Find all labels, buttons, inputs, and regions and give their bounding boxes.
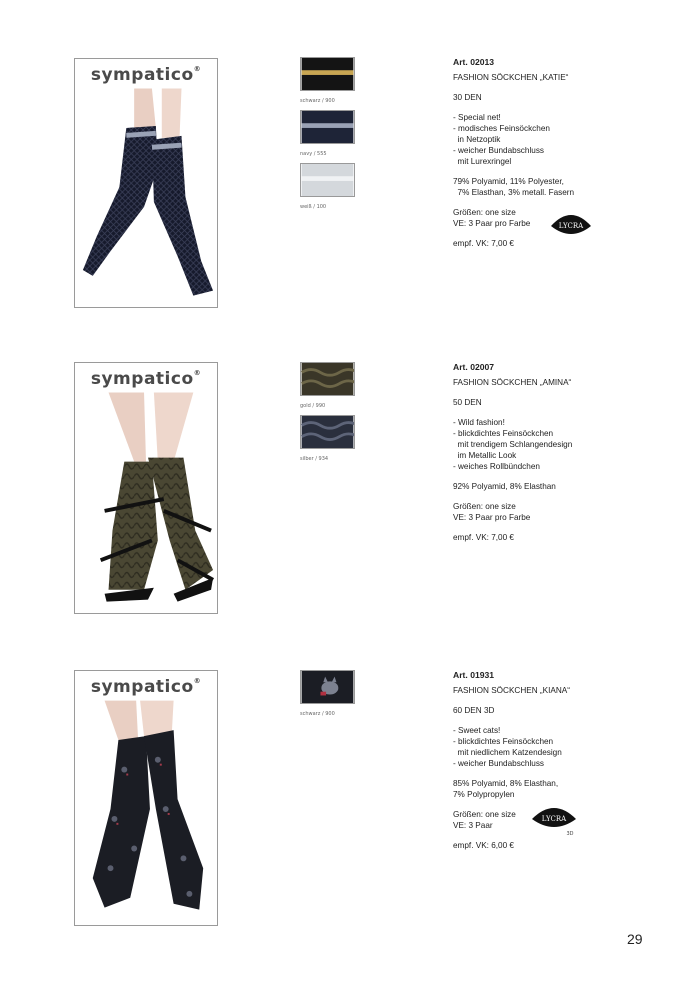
swatch-item	[300, 163, 356, 216]
product-info	[453, 362, 653, 543]
brand-logo: sympatico®	[90, 65, 202, 85]
size-info	[453, 501, 653, 523]
material-list	[453, 176, 653, 198]
swatch-black-cat	[300, 670, 355, 704]
material-list	[453, 481, 653, 492]
swatch-gold	[300, 362, 355, 396]
article-number: Art. 01931	[453, 670, 495, 680]
swatch-black-gold	[300, 57, 355, 91]
price: empf. VK: 6,00 €	[453, 841, 514, 850]
size-line: Größen: one size	[453, 810, 516, 819]
feature-line: - weiches Rollbündchen	[453, 462, 540, 471]
swatch-item	[300, 57, 356, 110]
swatch-label: silber / 934	[300, 456, 329, 462]
page-number: 29	[627, 931, 643, 947]
feature-line: mit niedlichem Katzendesign	[453, 748, 562, 757]
swatch-label: schwarz / 900	[300, 98, 335, 104]
product-name: FASHION SÖCKCHEN „AMINA“	[453, 378, 572, 387]
size-line: Größen: one size	[453, 208, 516, 217]
product-photo-kiana	[74, 670, 218, 926]
svg-text:3D: 3D	[566, 831, 574, 837]
socks-illustration	[75, 391, 217, 613]
denier: 50 DEN	[453, 398, 482, 407]
material-line: 7% Elasthan, 3% metall. Fasern	[453, 188, 575, 197]
swatch-item	[300, 362, 356, 415]
size-line: Größen: one size	[453, 502, 516, 511]
pack-line: VE: 3 Paar	[453, 821, 493, 830]
feature-line: - modisches Feinsöckchen	[453, 124, 550, 133]
article-number: Art. 02007	[453, 362, 495, 372]
swatch-white	[300, 163, 355, 197]
feature-list	[453, 417, 653, 472]
feature-line: in Netzoptik	[453, 135, 501, 144]
brand-logo: sympatico®	[90, 369, 202, 389]
swatch-item	[300, 670, 356, 723]
feature-line: - Wild fashion!	[453, 418, 505, 427]
material-line: 92% Polyamid, 8% Elasthan	[453, 482, 556, 491]
pack-line: VE: 3 Paar pro Farbe	[453, 513, 531, 522]
feature-line: - weicher Bundabschluss	[453, 146, 545, 155]
denier: 30 DEN	[453, 93, 482, 102]
lycra-logo	[549, 210, 593, 240]
product-name: FASHION SÖCKCHEN „KATIE“	[453, 73, 569, 82]
feature-list	[453, 725, 653, 769]
svg-text:LYCRA: LYCRA	[541, 815, 567, 823]
brand-logo: sympatico®	[90, 677, 202, 697]
swatch-label: weiß / 100	[300, 204, 327, 210]
svg-text:LYCRA: LYCRA	[558, 222, 584, 230]
feature-line: - blickdichtes Feinsöckchen	[453, 429, 554, 438]
socks-illustration	[75, 699, 217, 925]
denier: 60 DEN 3D	[453, 706, 495, 715]
material-list	[453, 778, 653, 800]
material-line: 79% Polyamid, 11% Polyester,	[453, 177, 564, 186]
lycra-3d-logo	[530, 803, 580, 837]
feature-line: mit Lurexringel	[453, 157, 512, 166]
article-number: Art. 02013	[453, 57, 495, 67]
feature-line: im Metallic Look	[453, 451, 517, 460]
feature-line: - Sweet cats!	[453, 726, 501, 735]
feature-line: mit trendigem Schlangendesign	[453, 440, 573, 449]
socks-illustration	[75, 87, 217, 307]
swatch-label: navy / 555	[300, 151, 327, 157]
product-name: FASHION SÖCKCHEN „KIANA“	[453, 686, 570, 695]
swatch-item	[300, 110, 356, 163]
price: empf. VK: 7,00 €	[453, 239, 514, 248]
swatch-navy	[300, 110, 355, 144]
product-photo-katie	[74, 58, 218, 308]
swatch-list	[300, 670, 356, 723]
swatch-silver	[300, 415, 355, 449]
swatch-label: gold / 990	[300, 403, 326, 409]
price: empf. VK: 7,00 €	[453, 533, 514, 542]
swatch-list	[300, 57, 356, 216]
product-photo-amina	[74, 362, 218, 614]
swatch-list	[300, 362, 356, 468]
swatch-item	[300, 415, 356, 468]
feature-line: - blickdichtes Feinsöckchen	[453, 737, 554, 746]
material-line: 85% Polyamid, 8% Elasthan,	[453, 779, 559, 788]
swatch-label: schwarz / 900	[300, 711, 335, 717]
feature-line: - weicher Bundabschluss	[453, 759, 545, 768]
feature-list	[453, 112, 653, 167]
feature-line: - Special net!	[453, 113, 501, 122]
pack-line: VE: 3 Paar pro Farbe	[453, 219, 531, 228]
material-line: 7% Polypropylen	[453, 790, 515, 799]
